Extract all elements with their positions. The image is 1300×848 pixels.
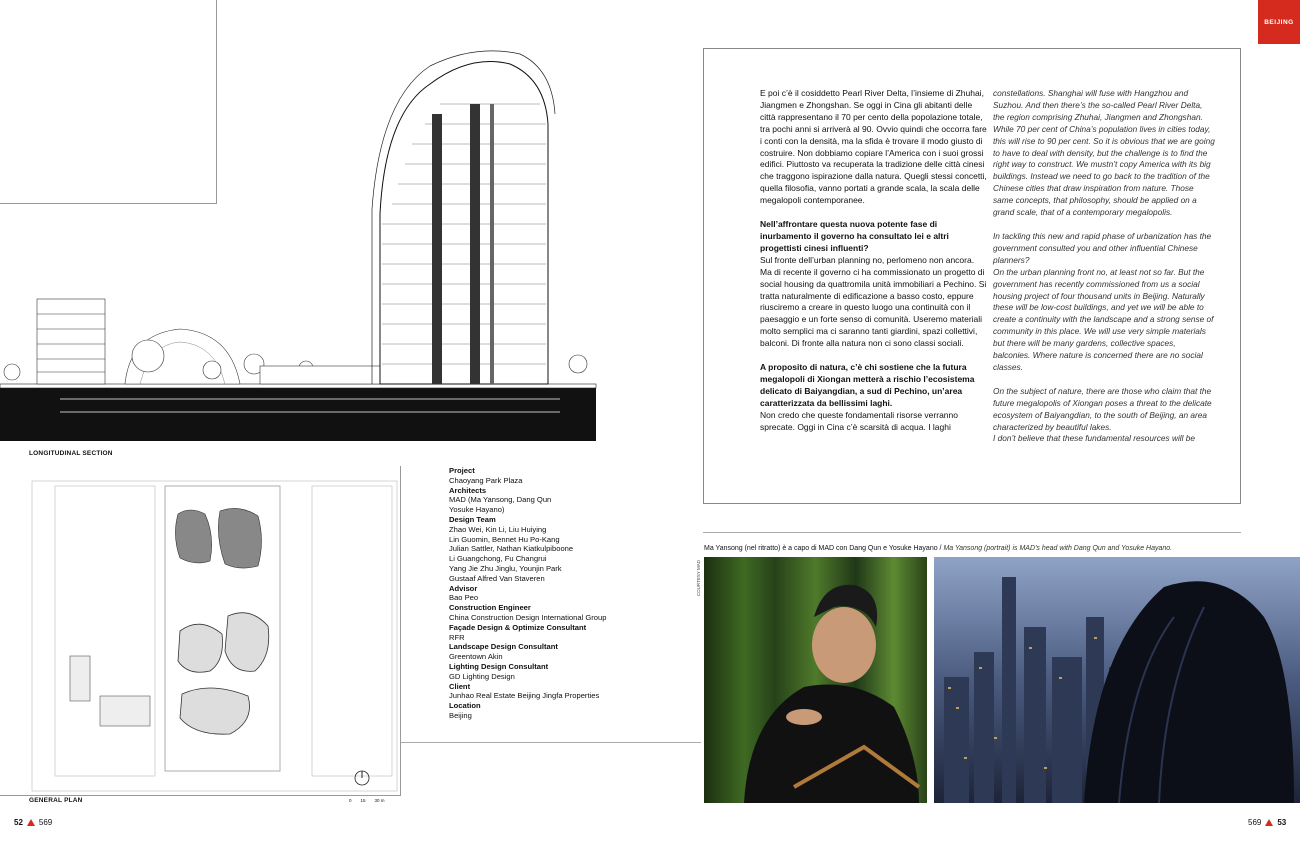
photo-credit: COURTESY MAD bbox=[696, 560, 701, 597]
divider-line bbox=[401, 742, 701, 743]
plan-caption: GENERAL PLAN bbox=[29, 797, 83, 804]
paragraph: Non credo che queste fondamentali risorse verranno sprecate. Oggi in Cina c’è scarsità di acqua. I laghi bbox=[760, 409, 958, 432]
credit-block: Façade Design & Optimize Consultant RFR bbox=[449, 622, 587, 642]
credit-block: Client Junhao Real Estate Beijing Jingfa Properties bbox=[449, 681, 600, 701]
credit-block: Advisor Bao Peo bbox=[449, 583, 479, 603]
credit-block: Construction Engineer China Construction Design International Group bbox=[449, 603, 607, 622]
credit-block: Project Chaoyang Park Plaza bbox=[449, 466, 523, 485]
interview-english-column bbox=[993, 88, 1215, 457]
paragraph: constellations. Shanghai will fuse with Hangzhou and Suzhou. And then there’s the so-called Pearl River Delta, the region comprising Zhuhai, Jiangmen and Zhongshan. While 70 per cent of China’s population lives in cities today, this will rise to 90 per cent. So it is obvious that we are going to have to deal with density, but the challenge is to find the right way to construct. We mustn’t copy America with its big buildings. Instead we need to go back to the tradition of the Chinese cities that draw inspiration from nature. Those same concepts, that philosophy, should be applied on a grand scale, that of a contemporary megalopolis. bbox=[993, 88, 1215, 218]
basement-fill bbox=[0, 388, 596, 441]
divider-line bbox=[703, 532, 1241, 533]
question: A proposito di natura, c’è chi sostiene che la futura megalopoli di Xiongan metterà a rischio l’ecosistema delicato di Baiyangdian, a sud di Pechino, un’area caratterizzata da bellissimi laghi. bbox=[760, 362, 975, 408]
general-plan bbox=[0, 466, 401, 796]
credit-block: Lighting Design Consultant GD Lighting Design bbox=[449, 661, 549, 681]
tower-core-left bbox=[432, 114, 442, 384]
question: On the subject of nature, there are those who claim that the future megalopolis of Xiongan poses a threat to the delicate ecosystem of Baiyangdian, to the south of Beijing, an area characterized by beautiful lakes. bbox=[993, 385, 1212, 432]
project-credits bbox=[449, 466, 649, 721]
question: In tackling this new and rapid phase of urbanization has the government consulted you and other influential Chinese planners? bbox=[993, 230, 1212, 265]
paragraph: E poi c’è il cosiddetto Pearl River Delta, l’insieme di Zhuhai, Jiangmen e Zhongshan. Se oggi in Cina gli abitanti delle città rappresentano il 70 per cento della popolazione totale, tra pochi anni si arriverà al 90. Ovvio quindi che occorra fare i conti con la densità, ma la sfida è trovare il modo giusto di costruire. Non dobbiamo copiare l’America con i suoi grossi edifici. Piuttosto va recuperata la tradizione delle città cinesi che traggono ispirazione dalla natura. Quegli stessi concetti, quella filosofia, vanno portati a grande scala, la scala delle megalopoli contemporanee. bbox=[760, 88, 987, 206]
credit-block: Location Beijing bbox=[449, 701, 481, 720]
page-number-left: 52 569 bbox=[14, 818, 53, 827]
question: Nell’affrontare questa nuova potente fase di inurbamento il governo ha consultato lei e altri progettisti cinesi influenti? bbox=[760, 219, 949, 253]
city-night-illustration bbox=[934, 557, 1300, 803]
page-number-right: 569 53 bbox=[1248, 818, 1287, 827]
section-caption: LONGITUDINAL SECTION bbox=[29, 450, 113, 457]
portrait-illustration bbox=[704, 557, 927, 803]
paragraph: Sul fronte dell’urban planning no, perlomeno non ancora. Ma di recente il governo ci ha commissionato un progetto di social housing da quattromila unità immobiliari a Pechino. Si tratta naturalmente di edificazione a basso costo, eppure riusciremo a creare in questo luogo una continuità con il paesaggio e un forte senso di comunità. Useremo materiali molto semplici ma ci saranno tanti giardini, spazi collettivi, balconi. Di fronte alla natura non ci sono classi sociali. bbox=[760, 254, 987, 349]
city-night-photo bbox=[934, 557, 1300, 803]
section-tag: BEIJING bbox=[1258, 0, 1300, 44]
logo-icon bbox=[27, 819, 35, 826]
paragraph: On the urban planning front no, at least not so far. But the government has recently commissioned from us a social housing project of four thousand units in Beijing. Naturally these will be low-cost buildings, and yet we will be able to create a continuity with the landscape and a strong sense of community in this place. We will use very simple materials but there will be many gardens, collective spaces, balconies. Where nature is concerned there are no social classes. bbox=[993, 266, 1214, 372]
interview-italian-column bbox=[760, 88, 988, 445]
credit-block: Design Team Zhao Wei, Kin Li, Liu Huiying Lin Guomin, Bennet Hu Po-Kang Julian Sattler, Nathan Kiatkulpiboone Li Guangchong, Fu Changrui Yang Jie Zhu Jinglu, Younjin Park Gustaaf Alfred Van Staveren bbox=[449, 514, 574, 583]
longitudinal-section-drawing bbox=[0, 44, 600, 444]
left-low-building bbox=[37, 299, 105, 384]
tower-outline bbox=[380, 62, 548, 385]
scale-bar: 0 15 30 m bbox=[349, 798, 385, 803]
logo-icon bbox=[1265, 819, 1273, 826]
credit-block: Landscape Design Consultant Greentown Akin bbox=[449, 642, 558, 662]
credit-block: Architects MAD (Ma Yansong, Dang Qun Yosuke Hayano) bbox=[449, 485, 552, 515]
portrait-photo bbox=[704, 557, 927, 803]
tower-core-right bbox=[470, 104, 480, 384]
paragraph: I don’t believe that these fundamental resources will be bbox=[993, 433, 1196, 444]
photo-caption: Ma Yansong (nel ritratto) è a capo di MAD con Dang Qun e Yosuke Hayano / Ma Yansong (portrait) is MAD’s head with Dang Qun and Yosuke Hayano. bbox=[704, 545, 1173, 552]
general-plan-drawing bbox=[0, 466, 400, 796]
ground-line bbox=[0, 384, 596, 388]
